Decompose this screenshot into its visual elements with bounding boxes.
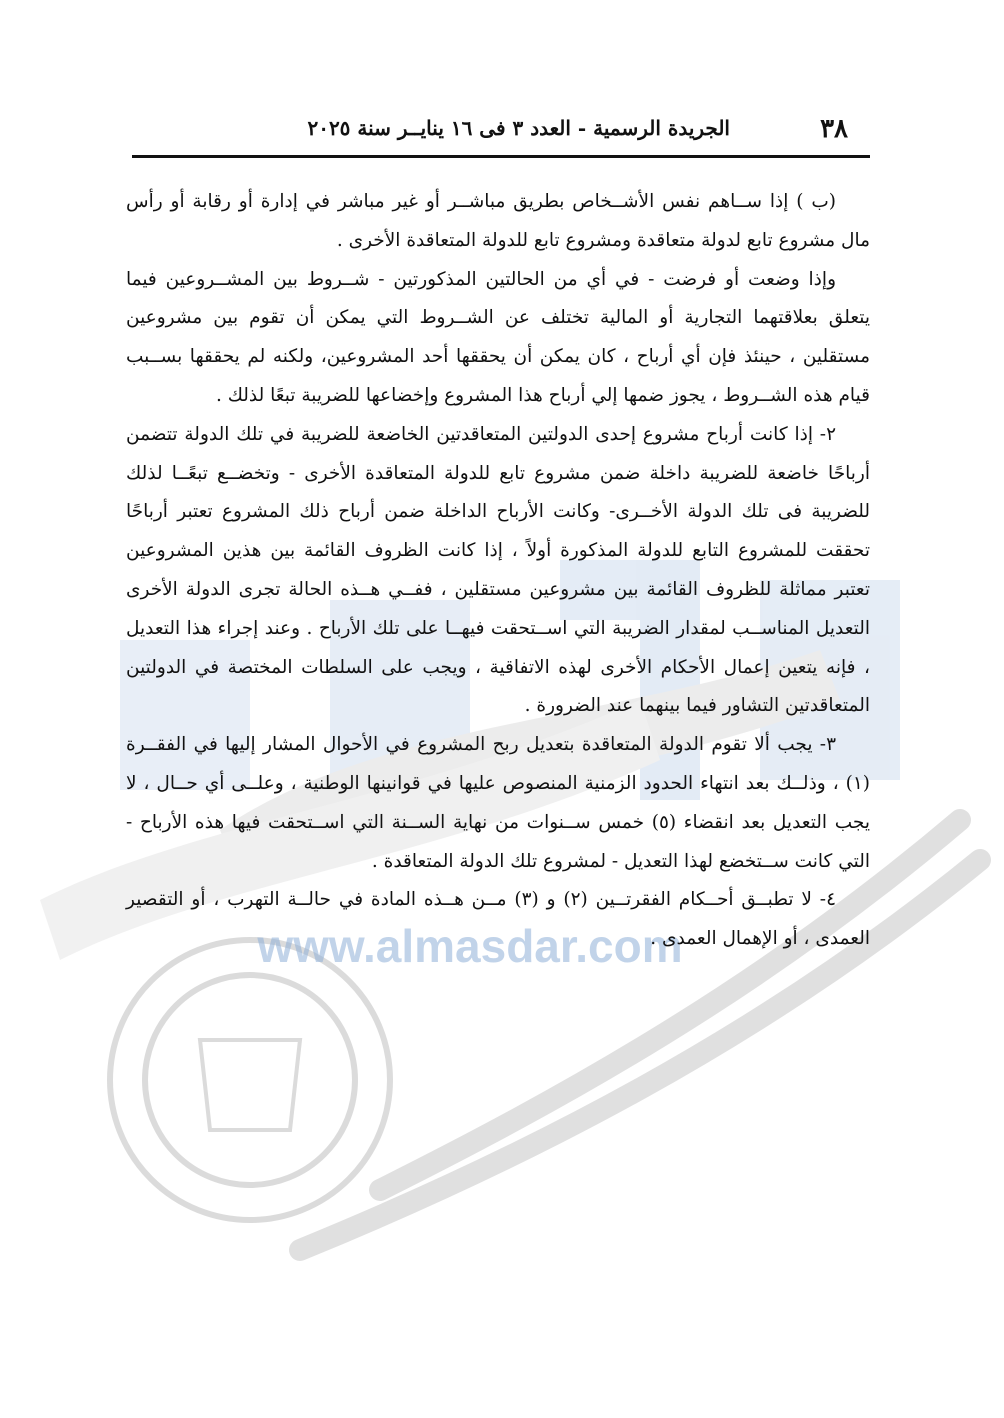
- paragraph-3: ٣- يجب ألا تقوم الدولة المتعاقدة بتعديل ربح المشروع في الأحوال المشار إليها في الفقــرة (١) ، وذلــك بعد انتهاء الحدود الزمنية المنصوص عليها في قوانينها الوطنية ، وعلــى أي حــال ، لا يجب التعديل بعد انقضاء (٥) خمس ســنوات من نهاية الســنة التي اســتحقت فيها هذه الأرباح - التي كانت ســتخضع لهذا التعديل - لمشروع تلك الدولة المتعاقدة .: [126, 734, 870, 872]
- header-divider: [132, 155, 870, 158]
- paragraph-2: ٢- إذا كانت أرباح مشروع إحدى الدولتين المتعاقدتين الخاضعة للضريبة في تلك الدولة تتضمن أرباحًا خاضعة للضريبة داخلة ضمن مشروع تابع للدولة المتعاقدة الأخرى - وتخضــع تبعًــا لذلك للضريبة فى تلك الدولة الأخــرى- وكانت الأرباح الداخلة ضمن أرباح ذلك المشروع تعتبر أرباحًا تحققت للمشروع التابع للدولة المذكورة أولاً ، إذا كانت الظروف القائمة بين هذين المشروعين تعتبر مماثلة للظروف القائمة بين مشروعين مستقلين ، ففــي هــذه الحالة تجرى الدولة الأخرى التعديل المناســب لمقدار الضريبة التي اســتحقت فيهــا على تلك الأرباح . وعند إجراء هذا التعديل ، فإنه يتعين إعمال الأحكام الأخرى لهذه الاتفاقية ، ويجب على السلطات المختصة في الدولتين المتعاقدتين التشاور فيما بينهما عند الضرورة .: [126, 423, 870, 717]
- document-body: [126, 183, 870, 959]
- watermark-seal: [110, 940, 390, 1220]
- svg-text:www.almasdar.com: www.almasdar.com: [257, 920, 683, 972]
- paragraph-4: ٤- لا تطبــق أحــكام الفقرتــين (٢) و (٣) مــن هــذه المادة في حالــة التهرب ، أو التقصير العمدى ، أو الإهمال العمدى .: [126, 889, 870, 950]
- paragraph-b-clause: (ب ) إذا ســاهم نفس الأشــخاص بطريق مباشــر أو غير مباشر في إدارة أو رقابة أو رأس مال مشروع تابع لدولة متعاقدة ومشروع تابع للدولة المتعاقدة الأخرى .: [126, 191, 870, 251]
- page-number: ٣٨: [820, 114, 848, 144]
- page-header: [148, 108, 848, 152]
- gazette-title: الجريدة الرسمية - العدد ٣ فى ١٦ ينايــر سنة ٢٠٢٥: [307, 116, 730, 140]
- paragraph-b-continuation: وإذا وضعت أو فرضت - في أي من الحالتين المذكورتين - شــروط بين المشــروعين فيما يتعلق بعلاقتهما التجارية أو المالية تختلف عن الشــروط التي يمكن أن تقوم بين مشروعين مستقلين ، حينئذ فإن أي أرباح ، كان يمكن أن يحققها أحد المشروعين، ولكنه لم يحققها بســبب قيام هذه الشــروط ، يجوز ضمها إلي أرباح هذا المشروع وإخضاعها للضريبة تبعًا لذلك .: [126, 268, 870, 406]
